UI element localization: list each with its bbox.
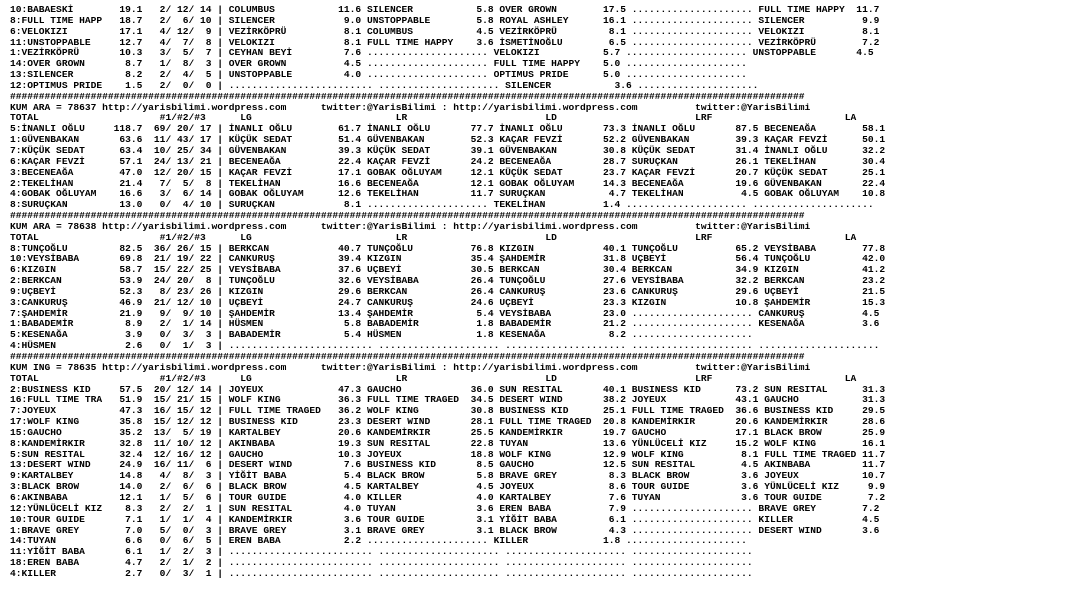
text-line: TOTAL #1/#2/#3 LG LR LD LRF LA [10,372,857,384]
text-line: 5:KESENAĞA 3.9 0/ 3/ 3 | BABADEMİR 5.4 HÜSMEN 1.8 KESENAĞA 8.2 ..................... [10,329,753,341]
text-line: 14:TUYAN 6.6 0/ 6/ 5 | EREN BABA 2.2 ..................... KILLER 1.8 ..................... [10,535,747,547]
text-line: 11:YİĞİT BABA 6.1 1/ 2/ 3 | ......................... ..................... ..................... ..................... [10,546,753,558]
text-line: 9:KARTALBEY 14.8 4/ 8/ 3 | YİĞİT BABA 5.4 BLACK BROW 5.8 BRAVE GREY 8.3 BLACK BROW 3.6 JOYEUX 10.7 [10,470,886,482]
text-line: 3:CANKURUŞ 46.9 21/ 12/ 10 | UÇBEYİ 24.7 CANKURUŞ 24.6 UÇBEYİ 23.3 KIZGIN 10.8 ŞAHDEMİR 15.3 [10,296,886,308]
text-line: 5:İNANLI OĞLU 118.7 69/ 20/ 17 | İNANLI OĞLU 61.7 İNANLI OĞLU 77.7 İNANLI OĞLU 73.3 İNANLI OĞLU 87.5 BECENEAĞA 58.1 [10,123,886,135]
text-line: 1:GÜVENBAKAN 63.6 11/ 43/ 17 | KÜÇÜK SEDAT 51.4 GÜVENBAKAN 52.3 KAÇAR FEVZİ 52.2 GÜVENBAKAN 39.3 KAÇAR FEVZİ 50.1 [10,134,886,146]
text-line: 7:ŞAHDEMİR 21.9 9/ 9/ 10 | ŞAHDEMİR 13.4 ŞAHDEMİR 5.4 VEYSİBABA 23.0 ..................... CANKURUŞ 4.5 [10,307,880,319]
text-line: 4:GOBAK OĞLUYAM 16.6 3/ 6/ 14 | GOBAK OĞLUYAM 12.6 TEKELİHAN 11.7 SURUÇKAN 4.7 TEKELİHAN 4.5 GOBAK OĞLUYAM 10.8 [10,188,886,200]
text-line: 12:OPTIMUS PRIDE 1.5 2/ 0/ 0 | ......................... ..................... SILENCER 3.6 ..................... [10,79,759,91]
text-line: 8:TUNÇOĞLU 82.5 36/ 26/ 15 | BERKCAN 40.7 TUNÇOĞLU 76.8 KIZGIN 40.1 TUNÇOĞLU 65.2 VEYSİBABA 77.8 [10,242,886,254]
text-line: 17:WOLF KING 35.8 15/ 12/ 12 | BUSINESS KID 23.3 DESERT WIND 28.1 FULL TIME TRAGED 20.8 KANDEMİRKIR 20.6 KANDEMİRKIR 28.6 [10,416,886,428]
text-line: 18:EREN BABA 4.7 2/ 1/ 2 | ......................... ..................... ..................... ..................... [10,557,753,569]
text-line: 12:YÜNLÜCELİ KIZ 8.3 2/ 2/ 1 | SUN RESITAL 4.0 TUYAN 3.6 EREN BABA 7.9 ..................... BRAVE GREY 7.2 [10,502,880,514]
text-line: 2:BUSINESS KID 57.5 20/ 12/ 14 | JOYEUX 47.3 GAUCHO 36.0 SUN RESITAL 40.1 BUSINESS KID 73.2 SUN RESITAL 31.3 [10,383,886,395]
text-line: 13:DESERT WIND 24.9 16/ 11/ 6 | DESERT WIND 7.6 BUSINESS KID 8.5 GAUCHO 12.5 SUN RESITAL 4.5 AKINBABA 11.7 [10,459,886,471]
text-line: 7:KÜÇÜK SEDAT 63.4 10/ 25/ 34 | GÜVENBAKAN 39.3 KÜÇÜK SEDAT 39.1 GÜVENBAKAN 30.8 KÜÇÜK SEDAT 31.4 İNANLI OĞLU 32.2 [10,144,886,156]
text-line: 3:BECENEAĞA 47.0 12/ 20/ 15 | KAÇAR FEVZİ 17.1 GOBAK OĞLUYAM 12.1 KÜÇÜK SEDAT 23.7 KAÇAR FEVZİ 20.7 KÜÇÜK SEDAT 25.1 [10,166,886,178]
text-line: 4:HÜSMEN 2.6 0/ 1/ 3 | ......................... ..................... ..................... ..................... ..................... [10,340,880,352]
text-line: 6:KAÇAR FEVZİ 57.1 24/ 13/ 21 | BECENEAĞA 22.4 KAÇAR FEVZİ 24.2 BECENEAĞA 28.7 SURUÇKAN 26.1 TEKELİHAN 30.4 [10,155,886,167]
text-line: ########################################################################################################################################## [10,210,805,222]
text-line: 2:TEKELİHAN 21.4 7/ 5/ 8 | TEKELİHAN 16.6 BECENEAĞA 12.1 GOBAK OĞLUYAM 14.3 BECENEAĞA 19.6 GÜVENBAKAN 22.4 [10,177,886,189]
text-line: 1:BRAVE GREY 7.0 5/ 0/ 3 | BRAVE GREY 3.1 BRAVE GREY 3.1 BLACK BROW 4.3 ..................... DESERT WIND 3.6 [10,524,880,536]
text-line: 8:KANDEMİRKIR 32.8 11/ 10/ 12 | AKINBABA 19.3 SUN RESITAL 22.8 TUYAN 13.6 YÜNLÜCELİ KIZ 15.2 WOLF KING 16.1 [10,437,886,449]
text-line: 6:KIZGIN 58.7 15/ 22/ 25 | VEYSİBABA 37.6 UÇBEYİ 30.5 BERKCAN 30.4 BERKCAN 34.9 KIZGIN 41.2 [10,264,886,276]
text-line: TOTAL #1/#2/#3 LG LR LD LRF LA [10,112,857,124]
text-line: 8:FULL TIME HAPP 18.7 2/ 6/ 10 | SILENCER 9.0 UNSTOPPABLE 5.8 ROYAL ASHLEY 16.1 ..................... SILENCER 9.9 [10,14,880,26]
text-line: 6:AKINBABA 12.1 1/ 5/ 6 | TOUR GUIDE 4.0 KILLER 4.0 KARTALBEY 7.6 TUYAN 3.6 TOUR GUIDE 7.2 [10,491,886,503]
text-line: 10:VEYSİBABA 69.8 21/ 19/ 22 | CANKURUŞ 39.4 KIZGIN 35.4 ŞAHDEMİR 31.8 UÇBEYİ 56.4 TUNÇOĞLU 42.0 [10,253,886,265]
text-line: 2:BERKCAN 53.9 24/ 20/ 8 | TUNÇOĞLU 32.6 VEYSİBABA 26.4 TUNÇOĞLU 27.6 VEYSİBABA 32.2 BERKCAN 23.2 [10,275,886,287]
text-line: KUM ING = 78635 http://yarisbilimi.wordpress.com twitter:@YarisBilimi : http://yarisbilimi.wordpress.com twitter:@YarisBilimi [10,361,811,373]
text-line: 7:JOYEUX 47.3 16/ 15/ 12 | FULL TIME TRAGED 36.2 WOLF KING 30.8 BUSINESS KID 25.1 FULL TIME TRAGED 36.6 BUSINESS KID 29.5 [10,405,886,417]
text-line: 15:GAUCHO 35.2 13/ 5/ 19 | KARTALBEY 20.6 KANDEMİRKIR 25.5 KANDEMİRKIR 19.7 GAUCHO 17.1 BLACK BROW 25.9 [10,426,886,438]
text-line: 8:SURUÇKAN 13.0 0/ 4/ 10 | SURUÇKAN 8.1 ..................... TEKELİHAN 1.4 ..................... ..................... [10,199,874,211]
text-line: 3:BLACK BROW 14.0 2/ 6/ 6 | BLACK BROW 4.5 KARTALBEY 4.5 JOYEUX 8.6 TOUR GUIDE 3.6 YÜNLÜCELİ KIZ 9.9 [10,481,886,493]
text-line: 11:UNSTOPPABLE 12.7 4/ 7/ 8 | VELOKIZI 8.1 FULL TIME HAPPY 3.6 İSMETİNOĞLU 6.5 ..................... VEZİRKÖPRÜ 7.2 [10,36,880,48]
text-line: 6:VELOKIZI 17.1 4/ 12/ 9 | VEZİRKÖPRÜ 8.1 COLUMBUS 4.5 VEZİRKÖPRÜ 8.1 ..................... VELOKIZI 8.1 [10,25,880,37]
text-line: 1:BABADEMİR 8.9 2/ 1/ 14 | HÜSMEN 5.8 BABADEMİR 1.8 BABADEMİR 21.2 ..................... KESENAĞA 3.6 [10,318,880,330]
text-line: KUM ARA = 78637 http://yarisbilimi.wordpress.com twitter:@YarisBilimi : http://yarisbilimi.wordpress.com twitter:@YarisBilimi [10,101,811,113]
text-line: 10:BABAESKİ 19.1 2/ 12/ 14 | COLUMBUS 11.6 SILENCER 5.8 OVER GROWN 17.5 ..................... FULL TIME HAPPY 11.7 [10,4,880,15]
text-line: 14:OVER GROWN 8.7 1/ 8/ 3 | OVER GROWN 4.5 ..................... FULL TIME HAPPY 5.0 ..................... [10,58,747,70]
text-line: 5:SUN RESITAL 32.4 12/ 16/ 12 | GAUCHO 10.3 JOYEUX 18.8 WOLF KING 12.9 WOLF KING 8.1 FULL TIME TRAGED 11.7 [10,448,886,460]
text-line: ########################################################################################################################################## [10,90,805,102]
text-line: 13:SILENCER 8.2 2/ 4/ 5 | UNSTOPPABLE 4.0 ..................... OPTIMUS PRIDE 5.0 ..................... [10,69,747,81]
text-line: 4:KILLER 2.7 0/ 3/ 1 | ......................... ..................... ..................... ..................... [10,567,753,579]
text-line: 1:VEZİRKÖPRÜ 10.3 3/ 5/ 7 | CEYHAN BEYİ 7.6 ..................... VELOKIZI 5.7 ..................... UNSTOPPABLE 4.5 [10,47,874,59]
text-line: 9:UÇBEYİ 52.3 8/ 23/ 26 | KIZGIN 29.6 BERKCAN 26.4 CANKURUŞ 23.6 CANKURUŞ 29.6 UÇBEYİ 21.5 [10,285,886,297]
text-line: 16:FULL TIME TRA 51.9 15/ 21/ 15 | WOLF KING 36.3 FULL TIME TRAGED 34.5 DESERT WIND 38.2 JOYEUX 43.1 GAUCHO 31.3 [10,394,886,406]
text-line: KUM ARA = 78638 http://yarisbilimi.wordpress.com twitter:@YarisBilimi : http://yarisbilimi.wordpress.com twitter:@YarisBilimi [10,220,811,232]
text-line: 10:TOUR GUIDE 7.1 1/ 1/ 4 | KANDEMİRKIR 3.6 TOUR GUIDE 3.1 YİĞİT BABA 6.1 ..................... KILLER 4.5 [10,513,880,525]
text-line: ########################################################################################################################################## [10,351,805,362]
text-line: TOTAL #1/#2/#3 LG LR LD LRF LA [10,231,857,243]
